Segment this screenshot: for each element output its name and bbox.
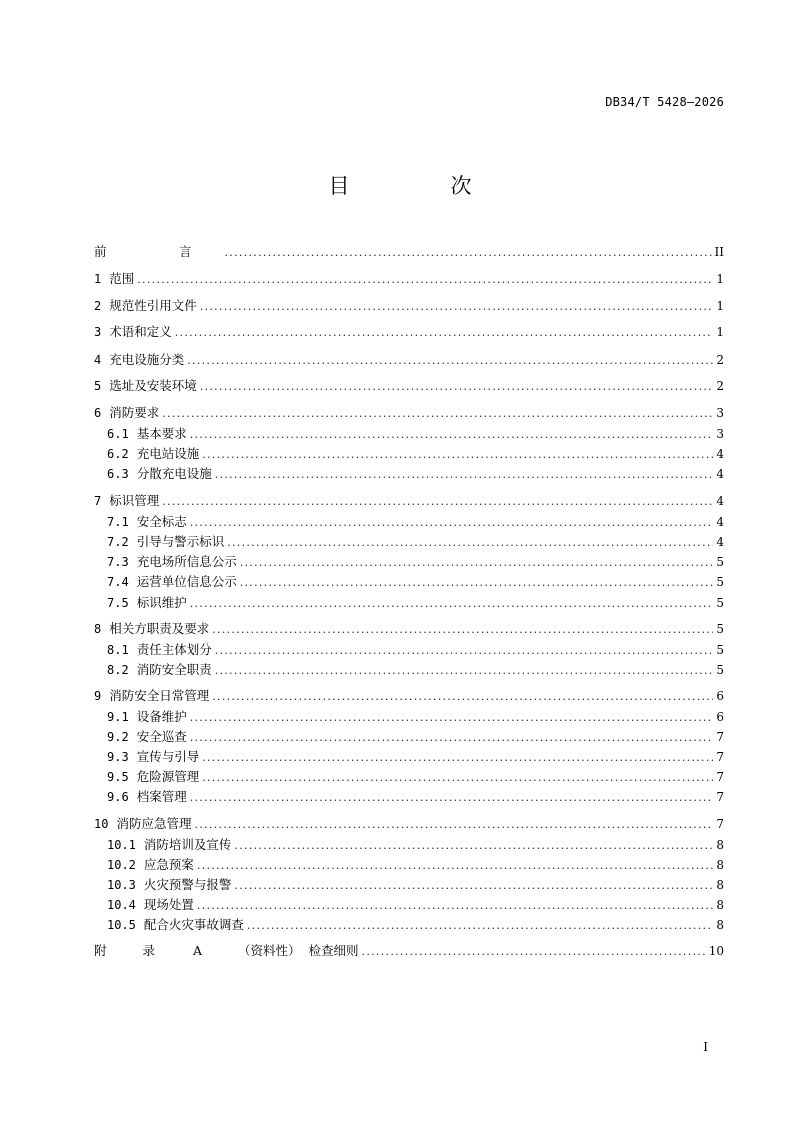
toc-entry-page: 5 [716, 663, 724, 677]
toc-entry-page: II [714, 245, 724, 259]
toc-leader-dots [215, 465, 714, 484]
toc-leader-dots [234, 876, 713, 895]
toc-entry-page: 5 [716, 575, 724, 589]
toc-leader-dots [227, 533, 713, 552]
appendix-nature: （资料性） [238, 943, 301, 958]
toc-leader-dots [190, 594, 714, 613]
toc-entry-number: 5 [94, 379, 102, 393]
toc-entry-number: 10.1 [107, 838, 136, 852]
document-code: DB34/T 5428—2026 [605, 95, 724, 109]
toc-entry-number: 6.2 [107, 447, 129, 461]
toc-entry-label: 相关方职责及要求 [109, 621, 210, 636]
toc-entry-page: 8 [716, 878, 724, 892]
toc-entry-page: 8 [716, 898, 724, 912]
toc-entry-number: 8.2 [107, 663, 129, 677]
toc-entry-label: 规范性引用文件 [109, 298, 197, 313]
toc-entry-number: 1 [94, 272, 102, 286]
toc-entry-label: 档案管理 [136, 789, 187, 804]
toc-leader-dots [240, 553, 714, 572]
toc-entry-page: 5 [716, 643, 724, 657]
toc-leader-dots [202, 445, 713, 464]
toc-entry-page: 3 [716, 406, 724, 420]
toc-entry[interactable] [94, 491, 724, 511]
toc-entry[interactable] [94, 269, 724, 289]
toc-entry-page: 5 [716, 596, 724, 610]
toc-entry-number: 9.5 [107, 770, 129, 784]
toc-entry-page: 6 [716, 689, 724, 703]
toc-leader-dots [202, 768, 713, 787]
toc-entry-number: 7.3 [107, 555, 129, 569]
toc-entry[interactable] [94, 403, 724, 423]
toc-entry[interactable] [94, 376, 724, 396]
toc-subentry[interactable] [107, 707, 724, 727]
toc-subentry[interactable] [107, 593, 724, 613]
toc-entry-label: 分散充电设施 [136, 466, 212, 481]
toc-entry-number: 9.2 [107, 730, 129, 744]
toc-leader-dots [194, 815, 713, 834]
toc-leader-dots [240, 573, 714, 592]
toc-entry-number: 7.4 [107, 575, 129, 589]
appendix-label: 检查细则 [308, 943, 359, 958]
toc-entry-page: 5 [716, 622, 724, 636]
toc-leader-dots [190, 788, 714, 807]
toc-subentry[interactable] [107, 552, 724, 572]
toc-entry-number: 9.6 [107, 790, 129, 804]
toc-leader-dots [200, 297, 714, 316]
toc-leader-dots [212, 687, 713, 706]
page-title: 目 次 [328, 174, 512, 198]
toc-entry-page: 5 [716, 555, 724, 569]
toc-entry-number: 10.4 [107, 898, 136, 912]
toc-subentry[interactable] [107, 660, 724, 680]
toc-entry-label: 消防要求 [109, 405, 160, 420]
toc-entry-label: 基本要求 [136, 426, 187, 441]
toc-entry-label: 消防培训及宣传 [143, 837, 232, 852]
toc-entry[interactable] [94, 619, 724, 639]
toc-entry-number: 3 [94, 325, 102, 339]
toc-entry-label: 宣传与引导 [136, 749, 200, 764]
toc-entry-page: 10 [708, 944, 724, 958]
toc-entry-number: 10.2 [107, 858, 136, 872]
toc-entry-label: 责任主体划分 [136, 642, 212, 657]
toc-leader-dots [187, 351, 713, 370]
toc-entry-number: 9 [94, 689, 102, 703]
toc-entry-label: 运营单位信息公示 [136, 574, 237, 589]
toc-entry-number: 6.3 [107, 467, 129, 481]
toc-entry-preface[interactable] [94, 242, 724, 262]
toc-entry-page: 1 [716, 325, 724, 339]
toc-entry-page: 4 [716, 515, 724, 529]
toc-subentry[interactable] [107, 895, 724, 915]
toc-entry-appendix[interactable] [94, 941, 724, 961]
toc-entry-number: 8 [94, 622, 102, 636]
toc-entry-number: 4 [94, 353, 102, 367]
toc-entry-label: 前 言 [94, 244, 222, 259]
toc-entry-label: 火灾预警与报警 [143, 877, 232, 892]
toc-entry-page: 3 [716, 427, 724, 441]
toc-entry-label: 标识管理 [109, 493, 160, 508]
toc-leader-dots [190, 728, 714, 747]
toc-entry-number: 10.3 [107, 878, 136, 892]
toc-subentry[interactable] [107, 640, 724, 660]
toc-entry-label: 配合火灾事故调查 [143, 917, 244, 932]
toc-leader-dots [162, 492, 713, 511]
toc-entry-label: 消防应急管理 [116, 816, 192, 831]
toc-leader-dots [202, 748, 713, 767]
appendix-letter: A [192, 943, 203, 958]
toc-leader-dots [137, 270, 713, 289]
toc-entry-number: 7 [94, 494, 102, 508]
toc-entry-label: 标识维护 [136, 595, 187, 610]
toc-entry-page: 7 [716, 770, 724, 784]
toc-leader-dots [175, 323, 714, 342]
toc-leader-dots [162, 404, 713, 423]
toc-entry-page: 4 [716, 467, 724, 481]
toc-subentry[interactable] [107, 767, 724, 787]
toc-entry-number: 6.1 [107, 427, 129, 441]
toc-leader-dots [362, 942, 706, 961]
toc-entry-page: 1 [716, 299, 724, 313]
toc-leader-dots [197, 856, 713, 875]
appendix-prefix: 附 录 [94, 943, 171, 958]
toc-entry[interactable] [94, 322, 724, 342]
toc-entry-page: 7 [716, 790, 724, 804]
toc-entry-page: 1 [716, 272, 724, 286]
toc-leader-dots [190, 708, 714, 727]
toc-entry-label: 充电站设施 [136, 446, 200, 461]
toc-entry-number: 6 [94, 406, 102, 420]
toc-entry-label: 范围 [109, 271, 135, 286]
toc-subentry[interactable] [107, 747, 724, 767]
toc-entry-label: 充电设施分类 [109, 352, 185, 367]
toc-entry-label: 现场处置 [143, 897, 194, 912]
toc-entry-number: 7.2 [107, 535, 129, 549]
toc-entry-number: 7.5 [107, 596, 129, 610]
toc-entry-number: 8.1 [107, 643, 129, 657]
toc-entry-page: 4 [716, 535, 724, 549]
toc-subentry[interactable] [107, 855, 724, 875]
toc-entry[interactable] [94, 350, 724, 370]
toc-leader-dots [190, 513, 714, 532]
toc-entry-page: 8 [716, 858, 724, 872]
toc-subentry[interactable] [107, 424, 724, 444]
toc-subentry[interactable] [107, 727, 724, 747]
toc-entry-label: 引导与警示标识 [136, 534, 225, 549]
toc-leader-dots [197, 896, 713, 915]
toc-entry[interactable] [94, 814, 724, 834]
toc-entry-label: 消防安全职责 [136, 662, 212, 677]
toc-entry-label: 消防安全日常管理 [109, 688, 210, 703]
toc-entry-page: 8 [716, 918, 724, 932]
toc-entry-label: 安全标志 [136, 514, 187, 529]
toc-entry-label: 安全巡查 [136, 729, 187, 744]
toc-entry-label: 危险源管理 [136, 769, 200, 784]
toc-entry[interactable] [94, 686, 724, 706]
toc-entry-page: 2 [716, 353, 724, 367]
toc-subentry[interactable] [107, 915, 724, 935]
toc-entry-label: 选址及安装环境 [109, 378, 197, 393]
toc-entry-page: 4 [716, 494, 724, 508]
toc-subentry[interactable] [107, 875, 724, 895]
toc-entry-page: 6 [716, 710, 724, 724]
toc-subentry[interactable] [107, 444, 724, 464]
toc-leader-dots [200, 377, 714, 396]
toc-entry[interactable] [94, 296, 724, 316]
toc-entry-page: 2 [716, 379, 724, 393]
toc-leader-dots [247, 916, 713, 935]
toc-subentry[interactable] [107, 532, 724, 552]
page-number: I [703, 1040, 708, 1054]
toc-subentry[interactable] [107, 787, 724, 807]
toc-entry-page: 8 [716, 838, 724, 852]
toc-leader-dots [215, 661, 714, 680]
toc-entry-number: 10 [94, 817, 109, 831]
toc-entry-label: 应急预案 [143, 857, 194, 872]
toc-entry-label: 术语和定义 [109, 324, 172, 339]
toc-leader-dots [190, 425, 714, 444]
toc-entry-number: 9.1 [107, 710, 129, 724]
toc-entry-number: 10.5 [107, 918, 136, 932]
toc-entry-page: 7 [716, 817, 724, 831]
toc-entry-page: 7 [716, 750, 724, 764]
toc-subentry[interactable] [107, 464, 724, 484]
toc-leader-dots [225, 243, 712, 262]
toc-entry-label: 设备维护 [136, 709, 187, 724]
toc-subentry[interactable] [107, 512, 724, 532]
toc-entry-number: 9.3 [107, 750, 129, 764]
toc-entry-number: 7.1 [107, 515, 129, 529]
toc-entry-label: 充电场所信息公示 [136, 554, 237, 569]
toc-entry-number: 2 [94, 299, 102, 313]
toc-subentry[interactable] [107, 572, 724, 592]
toc-leader-dots [215, 641, 714, 660]
toc-entry-page: 7 [716, 730, 724, 744]
toc-leader-dots [212, 620, 713, 639]
toc-leader-dots [234, 836, 713, 855]
toc-entry-page: 4 [716, 447, 724, 461]
toc-subentry[interactable] [107, 835, 724, 855]
